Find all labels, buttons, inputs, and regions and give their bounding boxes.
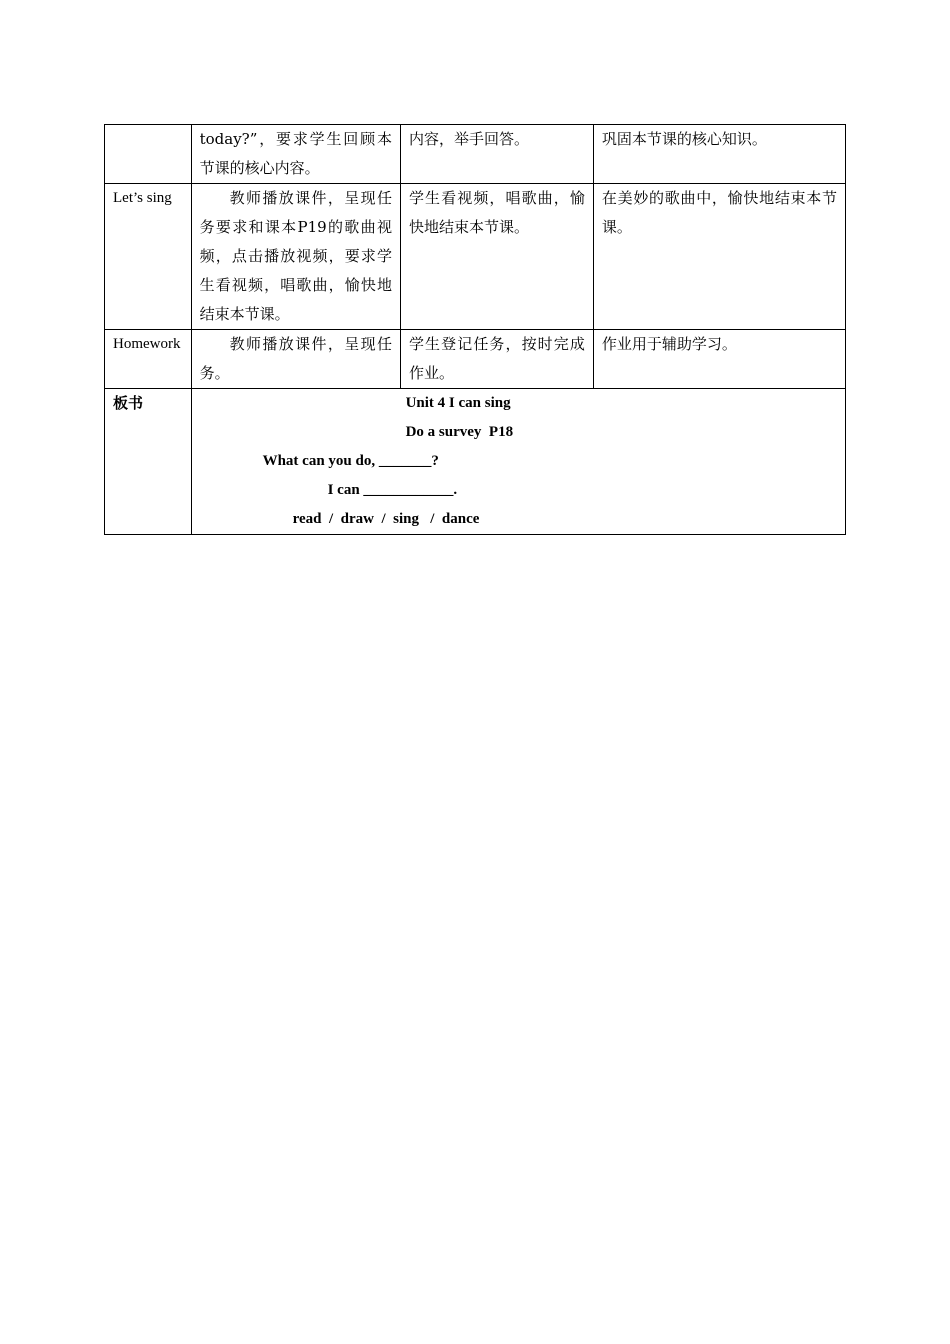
- student-activity-cell: 学生看视频，唱歌曲，愉快地结束本节课。: [400, 184, 593, 330]
- purpose-cell: 作业用于辅助学习。: [593, 330, 845, 389]
- board-line: I can ____________.: [327, 482, 458, 498]
- board-line: Unit 4 I can sing: [405, 395, 511, 411]
- teacher-activity-cell: 教师播放课件，呈现任务要求和课本P19的歌曲视频，点击播放视频，要求学生看视频，唱歌曲，愉快地结束本节课。: [191, 184, 400, 330]
- stage-cell: Homework: [105, 330, 192, 389]
- student-activity-cell: 内容，举手回答。: [400, 125, 593, 184]
- teacher-activity-cell: today?”，要求学生回顾本节课的核心内容。: [191, 125, 400, 184]
- board-line: read / draw / sing / dance: [292, 511, 480, 527]
- board-label: 板书: [105, 389, 192, 535]
- student-activity-cell: 学生登记任务，按时完成作业。: [400, 330, 593, 389]
- board-line: Do a survey P18: [405, 424, 514, 440]
- table-row: [105, 184, 846, 330]
- board-content: [191, 389, 845, 535]
- table-row: [105, 125, 846, 184]
- purpose-cell: 在美妙的歌曲中，愉快地结束本节课。: [593, 184, 845, 330]
- table-row: [105, 389, 846, 535]
- board-line: What can you do, _______?: [262, 453, 439, 469]
- lesson-plan-table: [104, 124, 846, 535]
- teacher-activity-cell: 教师播放课件，呈现任务。: [191, 330, 400, 389]
- stage-cell: [105, 125, 192, 184]
- purpose-cell: 巩固本节课的核心知识。: [593, 125, 845, 184]
- table-row: [105, 330, 846, 389]
- stage-cell: Let’s sing: [105, 184, 192, 330]
